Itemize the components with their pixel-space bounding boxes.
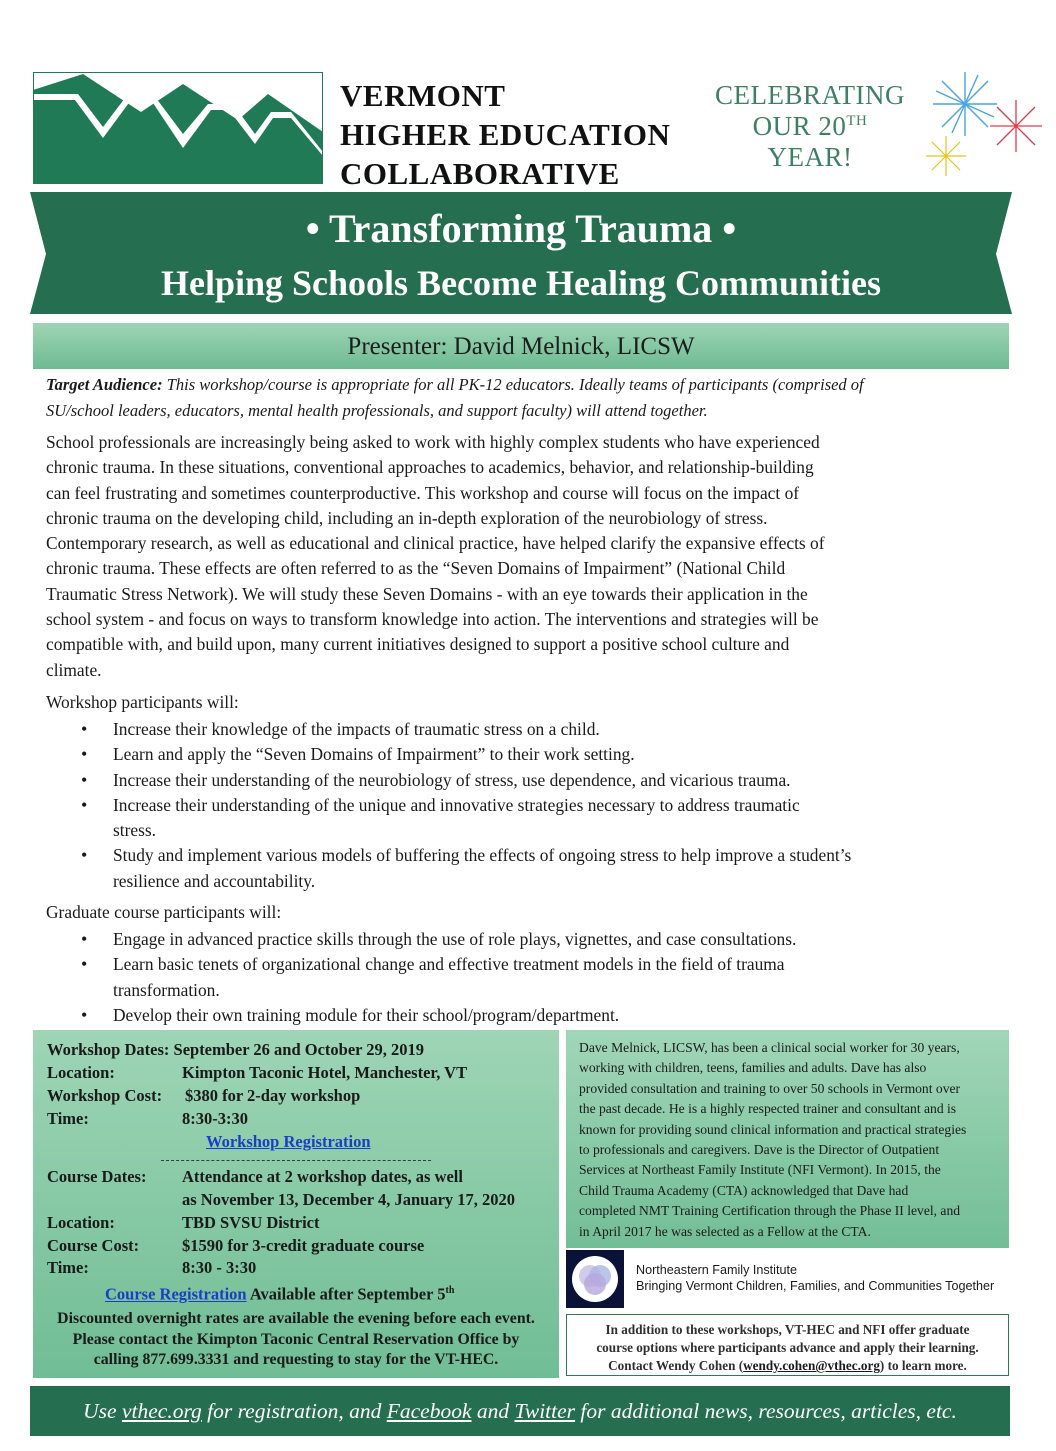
list-item-text: • Engage in advanced practice skills through the use of role plays, vignettes, and case consultations.	[113, 929, 797, 949]
bio-line: completed NMT Training Certification through the Phase II level, and	[579, 1203, 961, 1219]
graduate-options-box	[566, 1314, 1009, 1376]
discount-line: Please contact the Kimpton Taconic Central Reservation Office by	[72, 1330, 520, 1348]
intro-line: compatible with, and build upon, many current initiatives designed to support a positive school culture and	[46, 634, 790, 655]
course-dates-label: Course Dates:	[47, 1167, 147, 1186]
workshop-dates-label: Workshop Dates:	[47, 1040, 170, 1059]
celebrate-line-2-text: OUR 20	[752, 111, 847, 141]
list-item-text: • Increase their knowledge of the impacts of traumatic stress on a child.	[113, 719, 600, 739]
course-available-sup: th	[445, 1285, 455, 1296]
workshop-registration-link[interactable]: Workshop Registration	[206, 1132, 371, 1151]
audience-label: Target Audience:	[46, 375, 163, 394]
celebrate-line-2-sup: TH	[846, 113, 868, 129]
graduate-outcomes-list	[79, 927, 1009, 1028]
twitter-link[interactable]: Twitter	[514, 1399, 576, 1423]
footer-text-1: for registration, and	[201, 1399, 387, 1423]
banner-subtitle: Helping Schools Become Healing Communities	[161, 263, 881, 303]
workshop-location-row	[47, 1062, 467, 1084]
bio-line: working with children, teens, families and adults. Dave has also	[579, 1060, 927, 1076]
facebook-link[interactable]: Facebook	[386, 1399, 472, 1423]
details-divider	[161, 1160, 431, 1161]
course-registration-row	[105, 1280, 454, 1306]
workshop-cost-value: $380 for 2-day workshop	[185, 1086, 361, 1105]
list-item-text: transformation.	[113, 979, 220, 1000]
course-dates-value-2: as November 13, December 4, January 17, 2020	[182, 1190, 516, 1209]
graduate-heading: Graduate course participants will:	[46, 902, 282, 922]
course-dates-value-1: Attendance at 2 workshop dates, as well	[182, 1167, 463, 1186]
workshop-location-value: Kimpton Taconic Hotel, Manchester, VT	[182, 1063, 468, 1082]
list-item	[79, 927, 1009, 952]
intro-line: chronic trauma. In these situations, conventional approaches to academics, behavior, and relationship-building	[46, 457, 814, 478]
bio-line: Child Trauma Academy (CTA) acknowledged that Dave had	[579, 1182, 909, 1198]
list-item-text: • Develop their own training module for their school/program/department.	[113, 1004, 620, 1025]
vthec-mountain-logo	[33, 72, 323, 184]
course-cost-label: Course Cost:	[47, 1236, 140, 1255]
course-time-label: Time:	[47, 1258, 89, 1277]
bio-line: Services at Northeast Family Institute (NFI Vermont). In 2015, the	[579, 1162, 941, 1178]
celebrate-line-2	[700, 111, 920, 142]
workshop-location-label: Location:	[47, 1063, 115, 1082]
bio-line: in April 2017 he was selected as a Fellow at the CTA.	[579, 1223, 871, 1239]
discount-line: Discounted overnight rates are available the evening before each event.	[57, 1310, 535, 1327]
graduate-options-line	[567, 1357, 1008, 1375]
banner-title: • Transforming Trauma •	[305, 206, 737, 251]
intro-line: chronic trauma on the developing child, including an in-depth exploration of the neurobiology of stress.	[46, 507, 768, 528]
contact-email-link[interactable]: wendy.cohen@vthec.org	[743, 1358, 880, 1373]
list-item	[79, 768, 1009, 793]
course-registration-link[interactable]: Course Registration	[105, 1284, 247, 1304]
bio-line: Dave Melnick, LICSW, has been a clinical social worker for 30 years,	[579, 1040, 960, 1055]
workshop-dates-value: September 26 and October 29, 2019	[173, 1040, 425, 1059]
intro-line: School professionals are increasingly being asked to work with highly complex students who have experienced	[46, 432, 820, 452]
event-details-box	[33, 1030, 559, 1378]
nfi-identity	[636, 1262, 994, 1294]
workshop-heading: Workshop participants will:	[46, 692, 239, 712]
discount-line: calling 877.699.3331 and requesting to stay for the VT-HEC.	[93, 1351, 499, 1368]
bio-line: the past decade. He is a highly respected trainer and consultant and is	[579, 1101, 957, 1117]
presenter-bio-box	[566, 1030, 1009, 1248]
intro-paragraph	[46, 430, 1006, 683]
intro-line: school system - and focus on ways to transform knowledge into action. The interventions and strategies will be	[46, 609, 819, 630]
nfi-name: Northeastern Family Institute	[636, 1263, 797, 1277]
celebrate-line-1: CELEBRATING	[715, 80, 905, 110]
course-cost-value: $1590 for 3-credit graduate course	[182, 1236, 425, 1255]
list-item	[79, 1003, 1009, 1028]
graduate-options-line: course options where participants advance and apply their learning.	[596, 1340, 979, 1355]
list-item	[79, 952, 1009, 1003]
workshop-time-value: 8:30-3:30	[182, 1109, 248, 1128]
footer-and: and	[471, 1399, 515, 1423]
graduate-options-line: In addition to these workshops, VT-HEC and NFI offer graduate	[605, 1322, 970, 1337]
workshop-cost-label: Workshop Cost:	[47, 1086, 163, 1105]
contact-pre: Contact Wendy Cohen (	[608, 1358, 744, 1373]
course-location-value: TBD SVSU District	[182, 1213, 320, 1232]
course-location-label: Location:	[47, 1213, 115, 1232]
workshop-time-label: Time:	[47, 1109, 89, 1128]
course-location-row	[47, 1212, 320, 1234]
list-item	[79, 717, 1009, 742]
list-item-text: • Study and implement various models of buffering the effects of ongoing stress to help improve a student’s	[113, 845, 852, 866]
footer-text-2: for additional news, resources, articles, etc.	[575, 1399, 957, 1423]
intro-line: Traumatic Stress Network). We will study these Seven Domains - with an eye towards their application in the	[46, 583, 808, 604]
contact-post: ) to learn more.	[879, 1358, 967, 1373]
list-item-text: • Increase their understanding of the unique and innovative strategies necessary to address traumatic	[113, 794, 800, 815]
website-link[interactable]: vthec.org	[121, 1399, 202, 1423]
course-time-row	[47, 1257, 256, 1279]
presenter-bar: Presenter: David Melnick, LICSW	[33, 323, 1009, 369]
audience-text-1: This workshop/course is appropriate for all PK-12 educators. Ideally teams of participants (comprised of	[162, 375, 864, 394]
nfi-tagline: Bringing Vermont Children, Families, and Communities Together	[636, 1279, 995, 1293]
presenter-bio	[579, 1038, 1001, 1242]
footer-use: Use	[83, 1399, 122, 1423]
org-line-1: VERMONT	[340, 78, 506, 113]
nfi-logo-icon	[566, 1250, 624, 1308]
course-available-text: Available after September 5	[246, 1284, 446, 1304]
intro-line: Contemporary research, as well as educational and clinical practice, have helped clarify the expansive effects of	[46, 533, 825, 554]
course-dates-row-2	[182, 1189, 515, 1211]
bio-line: provided consultation and training to over 50 schools in Vermont over	[579, 1080, 961, 1096]
bio-line: to professionals and caregivers. Dave is the Director of Outpatient	[579, 1142, 940, 1158]
list-item-text: • Increase their understanding of the neurobiology of stress, use dependence, and vicarious trauma.	[113, 769, 791, 790]
org-line-2: HIGHER EDUCATION	[340, 117, 671, 152]
audience-line-1	[46, 372, 1006, 398]
course-cost-row	[47, 1235, 424, 1257]
footer-bar	[30, 1386, 1010, 1436]
list-item-text: • Learn and apply the “Seven Domains of Impairment” to their work setting.	[113, 744, 635, 765]
discount-note	[43, 1309, 549, 1371]
workshop-dates-row	[47, 1039, 424, 1061]
organization-name	[340, 76, 670, 193]
list-item-text: resilience and accountability.	[113, 870, 316, 891]
course-time-value: 8:30 - 3:30	[182, 1258, 257, 1277]
course-dates-row	[47, 1166, 463, 1188]
fireworks-icon	[920, 66, 1044, 184]
list-item-text: stress.	[113, 820, 156, 841]
workshop-outcomes-list	[79, 717, 1009, 894]
target-audience	[46, 372, 1006, 423]
intro-line: climate.	[46, 659, 102, 680]
intro-line: chronic trauma. These effects are often referred to as the “Seven Domains of Impairment” (National Child	[46, 558, 786, 579]
celebrate-line-3: YEAR!	[767, 142, 853, 172]
list-item	[79, 843, 1009, 894]
workshop-registration-row	[206, 1131, 371, 1153]
workshop-cost-row	[47, 1085, 360, 1107]
workshop-time-row	[47, 1108, 248, 1130]
anniversary-badge	[700, 80, 920, 173]
list-item	[79, 742, 1009, 767]
intro-line: can feel frustrating and sometimes counterproductive. This workshop and course will focus on the impact of	[46, 482, 800, 503]
audience-line-2: SU/school leaders, educators, mental health professionals, and support faculty) will attend together.	[46, 400, 708, 420]
list-item-text: • Learn basic tenets of organizational change and effective treatment models in the field of trauma	[113, 954, 785, 975]
list-item	[79, 793, 1009, 844]
bio-line: known for providing sound clinical information and practical strategies	[579, 1121, 967, 1137]
org-line-3: COLLABORATIVE	[340, 156, 620, 191]
